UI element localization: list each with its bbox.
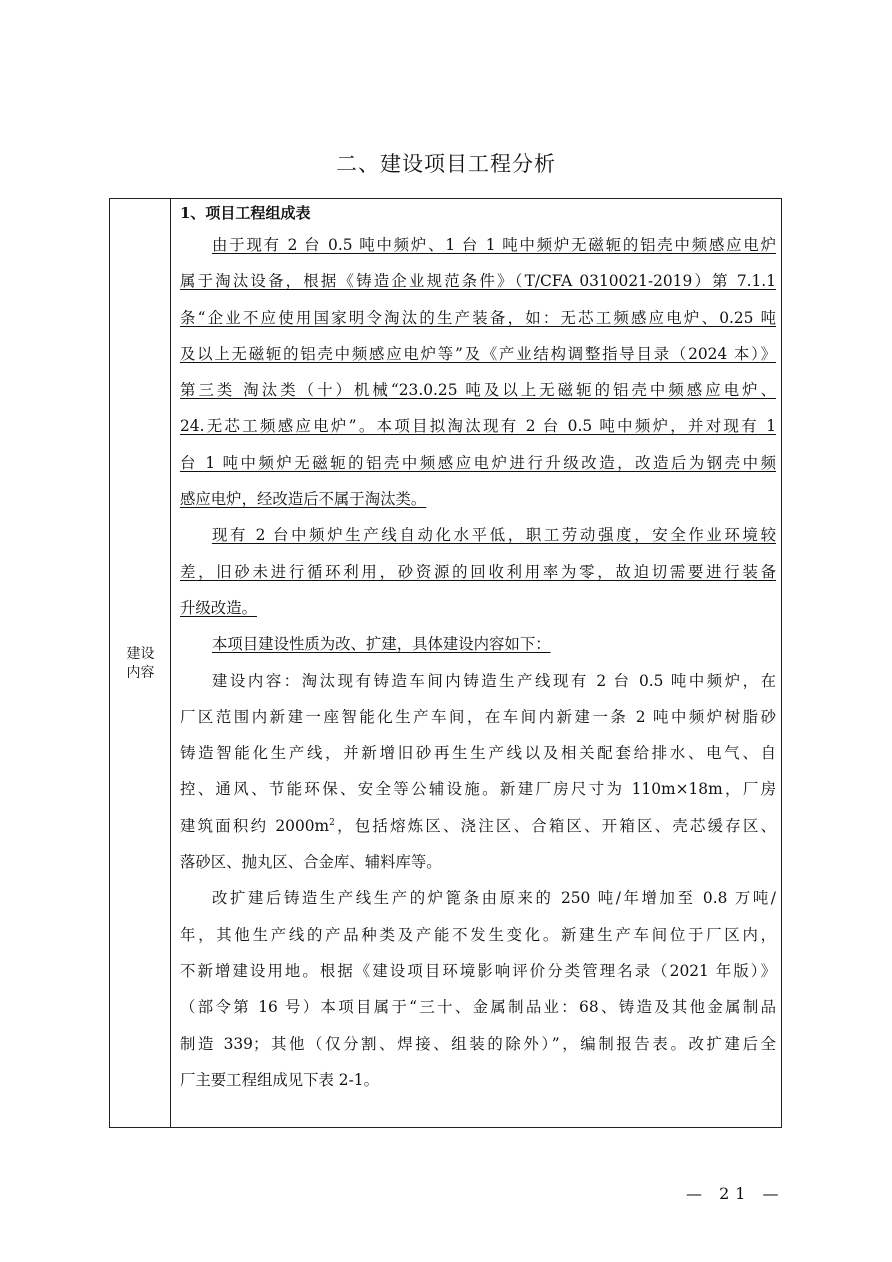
paragraph [180,227,776,517]
row-label-line-2: 内容 [126,665,155,681]
paragraph-line [180,227,776,263]
paragraph-line [180,1062,776,1098]
paragraph [180,626,776,662]
line-text: 由于现有 2 台 0.5 吨中频炉、1 台 1 吨中频炉无磁轭的铝壳中频感应电炉 [212,236,776,254]
line-text: 厂区范围内新建一座智能化生产车间，在车间内新建一条 2 吨中频炉树脂砂 [180,707,776,726]
line-text: 及以上无磁轭的铝壳中频感应电炉等”及《产业结构调整指导目录（2024 本）》 [180,344,776,363]
paragraph-line [180,408,776,444]
paragraph-line [180,699,776,735]
content-cell [180,199,776,1098]
line-text: （部令第 16 号）本项目属于“三十、金属制品业：68、铸造及其他金属制品 [180,998,776,1017]
line-text: 台 1 吨中频炉无磁轭的铝壳中频感应电炉进行升级改造，改造后为钢壳中频 [180,453,776,472]
line-text: 升级改造。 [180,598,257,617]
line-text: 感应电炉，经改造后不属于淘汰类。 [180,490,427,509]
line-text: 不新增建设用地。根据《建设项目环境影响评价分类管理名录（2021 年版）》 [180,961,776,980]
paragraph-line [180,590,776,626]
paragraph-line [180,1026,776,1062]
line-text: 铸造智能化生产线，并新增旧砂再生生产线以及相关配套给排水、电气、自 [180,744,776,763]
paragraph [180,880,776,1098]
line-text: 条“企业不应使用国家明令淘汰的生产装备，如：无芯工频感应电炉、0.25 吨 [180,308,776,327]
line-text: 属于淘汰设备，根据《铸造企业规范条件》（T/CFA 0310021-2019）第 7.1.1 [180,272,776,291]
paragraph-line [180,481,776,517]
paragraph [180,517,776,626]
paragraph-line [180,445,776,481]
paragraph-line [180,263,776,299]
superscript: 2 [329,817,335,828]
paragraph-line [180,880,776,916]
page-number: — 21 — [686,1184,785,1203]
line-text: 第三类 淘汰类（十）机械“23.0.25 吨及以上无磁轭的铝壳中频感应电炉、 [180,381,776,400]
line-text: 建筑面积约 $2000m^2$，包括熔炼区、浇注区、合箱区、开箱区、壳芯缓存区、 [180,816,776,835]
paragraph-line [180,300,776,336]
line-text: 制造 339；其他（仅分割、焊接、组装的除外）”，编制报告表。改扩建后全 [180,1034,776,1053]
paragraph-line [180,989,776,1025]
line-text: 控、通风、节能环保、安全等公辅设施。新建厂房尺寸为 110m×18m，厂房 [180,780,776,799]
line-text: 差，旧砂未进行循环利用，砂资源的回收利用率为零，故迫切需要进行装备 [180,562,776,581]
paragraph-line [180,808,776,844]
paragraph-line [180,663,776,699]
line-text: 年，其他生产线的产品种类及产能不发生变化。新建生产车间位于厂区内， [180,925,776,944]
paragraph [180,663,776,881]
page-title: 二、建设项目工程分析 [336,152,556,176]
paragraph-line [180,336,776,372]
row-label-cell [110,199,171,1127]
line-text: 本项目建设性质为改、扩建，具体建设内容如下： [212,635,551,654]
section-heading: 1、项目工程组成表 [180,204,311,222]
paragraph-line [180,735,776,771]
line-text: 24.无芯工频感应电炉”。本项目拟淘汰现有 2 台 0.5 吨中频炉，并对现有 1 [180,417,776,436]
paragraph-line [180,844,776,880]
paragraph-line [180,372,776,408]
line-text: 改扩建后铸造生产线生产的炉篦条由原来的 250 吨/年增加至 0.8 万吨/ [212,889,776,908]
content-table [109,198,782,1128]
paragraph-line [180,626,776,662]
line-text: 落砂区、抛丸区、合金库、辅料库等。 [180,853,442,872]
paragraph-line [180,771,776,807]
row-label [110,645,171,683]
line-text: 现有 2 台中频炉生产线自动化水平低，职工劳动强度，安全作业环境较 [212,526,776,545]
paragraph-line [180,953,776,989]
paragraph-line [180,917,776,953]
line-text: 厂主要工程组成见下表 2-1。 [180,1070,379,1089]
row-label-line-1: 建设 [126,646,155,662]
paragraph-line [180,517,776,553]
line-text: 建设内容：淘汰现有铸造车间内铸造生产线现有 2 台 0.5 吨中频炉，在 [212,671,776,690]
paragraph-line [180,554,776,590]
